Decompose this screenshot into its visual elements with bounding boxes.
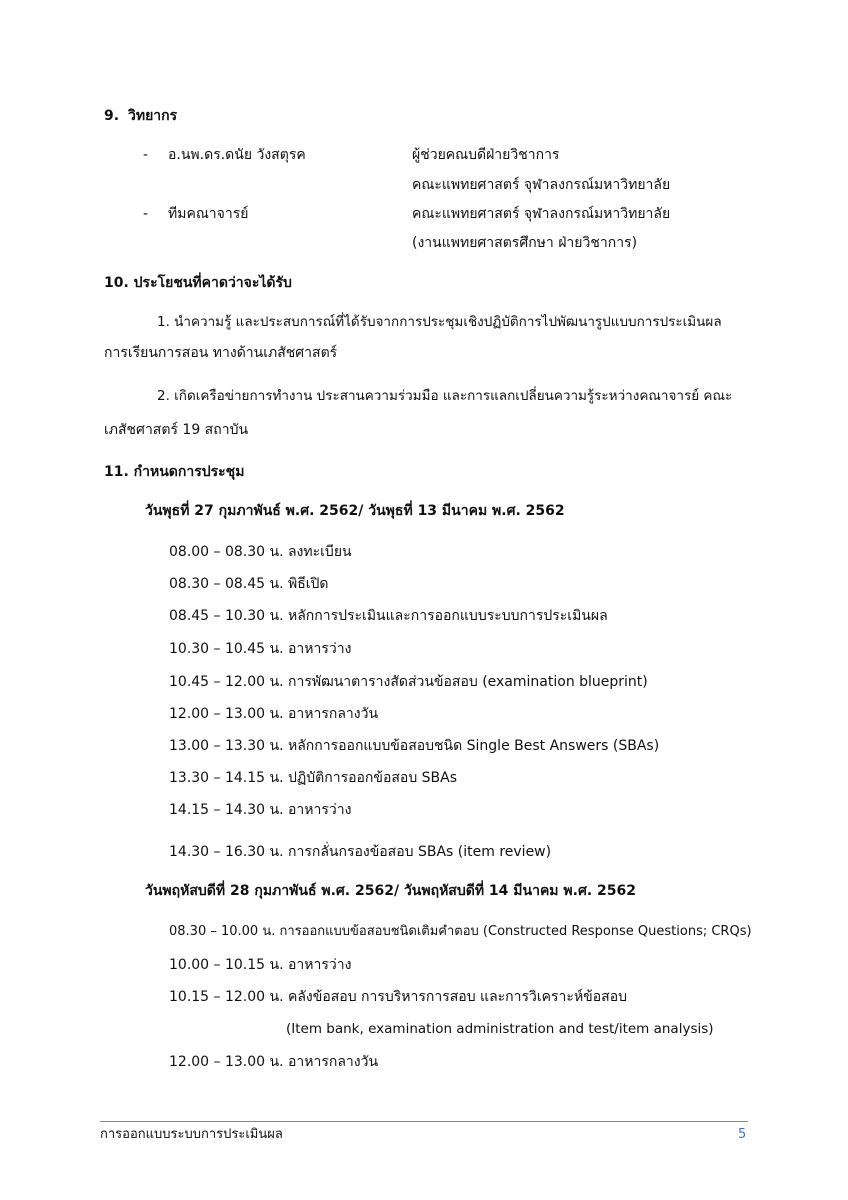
schedule-item-continuation: (Item bank, examination administration and test/item analysis) [286,1021,714,1037]
day2-title: วันพฤหัสบดีที่ 28 กุมภาพันธ์ พ.ศ. 2562/ วันพฤหัสบดีที่ 14 มีนาคม พ.ศ. 2562 [145,883,637,899]
schedule-item: 08.45 – 10.30 น. หลักการประเมินและการออกแบบระบบการประเมินผล [169,608,608,624]
benefit-2-line2: เภสัชศาสตร์ 19 สถาบัน [104,422,249,438]
benefit-2-line1: 2. เกิดเครือข่ายการทำงาน ประสานความร่วมมือ และการแลกเปลี่ยนความรู้ระหว่างคณาจารย์ คณะ [157,388,733,404]
section9-number: 9. [104,108,120,124]
schedule-item: 12.00 – 13.00 น. อาหารกลางวัน [169,1054,379,1070]
schedule-item: 12.00 – 13.00 น. อาหารกลางวัน [169,706,379,722]
schedule-item: 14.30 – 16.30 น. การกลั่นกรองข้อสอบ SBAs (item review) [169,844,552,860]
section11-heading: 11. กำหนดการประชุม [104,464,245,480]
schedule-item: 13.00 – 13.30 น. หลักการออกแบบข้อสอบชนิด Single Best Answers (SBAs) [169,738,660,754]
lecturer-1-name: อ.นพ.ดร.ดนัย วังสตุรค [168,147,306,163]
schedule-item: 10.00 – 10.15 น. อาหารว่าง [169,957,352,973]
lecturer-2-bullet: - [143,206,149,222]
schedule-item: 14.15 – 14.30 น. อาหารว่าง [169,802,352,818]
footer-divider [100,1121,748,1122]
benefit-1-line1: 1. นำความรู้ และประสบการณ์ที่ได้รับจากการประชุมเชิงปฏิบัติการไปพัฒนารูปแบบการประเมินผล [157,314,722,330]
lecturer-1-affiliation: คณะแพทยศาสตร์ จุฬาลงกรณ์มหาวิทยาลัย [412,177,671,193]
lecturer-2-affiliation: คณะแพทยศาสตร์ จุฬาลงกรณ์มหาวิทยาลัย [412,206,671,222]
lecturer-2-unit: (งานแพทยศาสตรศึกษา ฝ่ายวิชาการ) [412,235,638,251]
lecturer-1-bullet: - [143,147,149,163]
schedule-item: 10.45 – 12.00 น. การพัฒนาตารางสัดส่วนข้อสอบ (examination blueprint) [169,674,648,690]
benefit-1-line2: การเรียนการสอน ทางด้านเภสัชศาสตร์ [104,345,338,361]
footer-title: การออกแบบระบบการประเมินผล [100,1127,283,1142]
lecturer-1-position: ผู้ช่วยคณบดีฝ่ายวิชาการ [412,147,560,163]
day1-title: วันพุธที่ 27 กุมภาพันธ์ พ.ศ. 2562/ วันพุธที่ 13 มีนาคม พ.ศ. 2562 [145,503,565,519]
schedule-item: 08.00 – 08.30 น. ลงทะเบียน [169,544,352,560]
schedule-item: 08.30 – 10.00 น. การออกแบบข้อสอบชนิดเติมคำตอบ (Constructed Response Questions; CRQs) [169,924,752,939]
section9-heading: วิทยากร [128,108,178,124]
schedule-item: 08.30 – 08.45 น. พิธีเปิด [169,576,329,592]
page-number: 5 [738,1127,747,1142]
schedule-item: 13.30 – 14.15 น. ปฏิบัติการออกข้อสอบ SBAs [169,770,458,786]
section10-heading: 10. ประโยชนที่คาดว่าจะได้รับ [104,275,292,291]
schedule-item: 10.30 – 10.45 น. อาหารว่าง [169,641,352,657]
schedule-item: 10.15 – 12.00 น. คลังข้อสอบ การบริหารการสอบ และการวิเคราะห์ข้อสอบ [169,989,627,1005]
lecturer-2-name: ทีมคณาจารย์ [168,206,249,222]
